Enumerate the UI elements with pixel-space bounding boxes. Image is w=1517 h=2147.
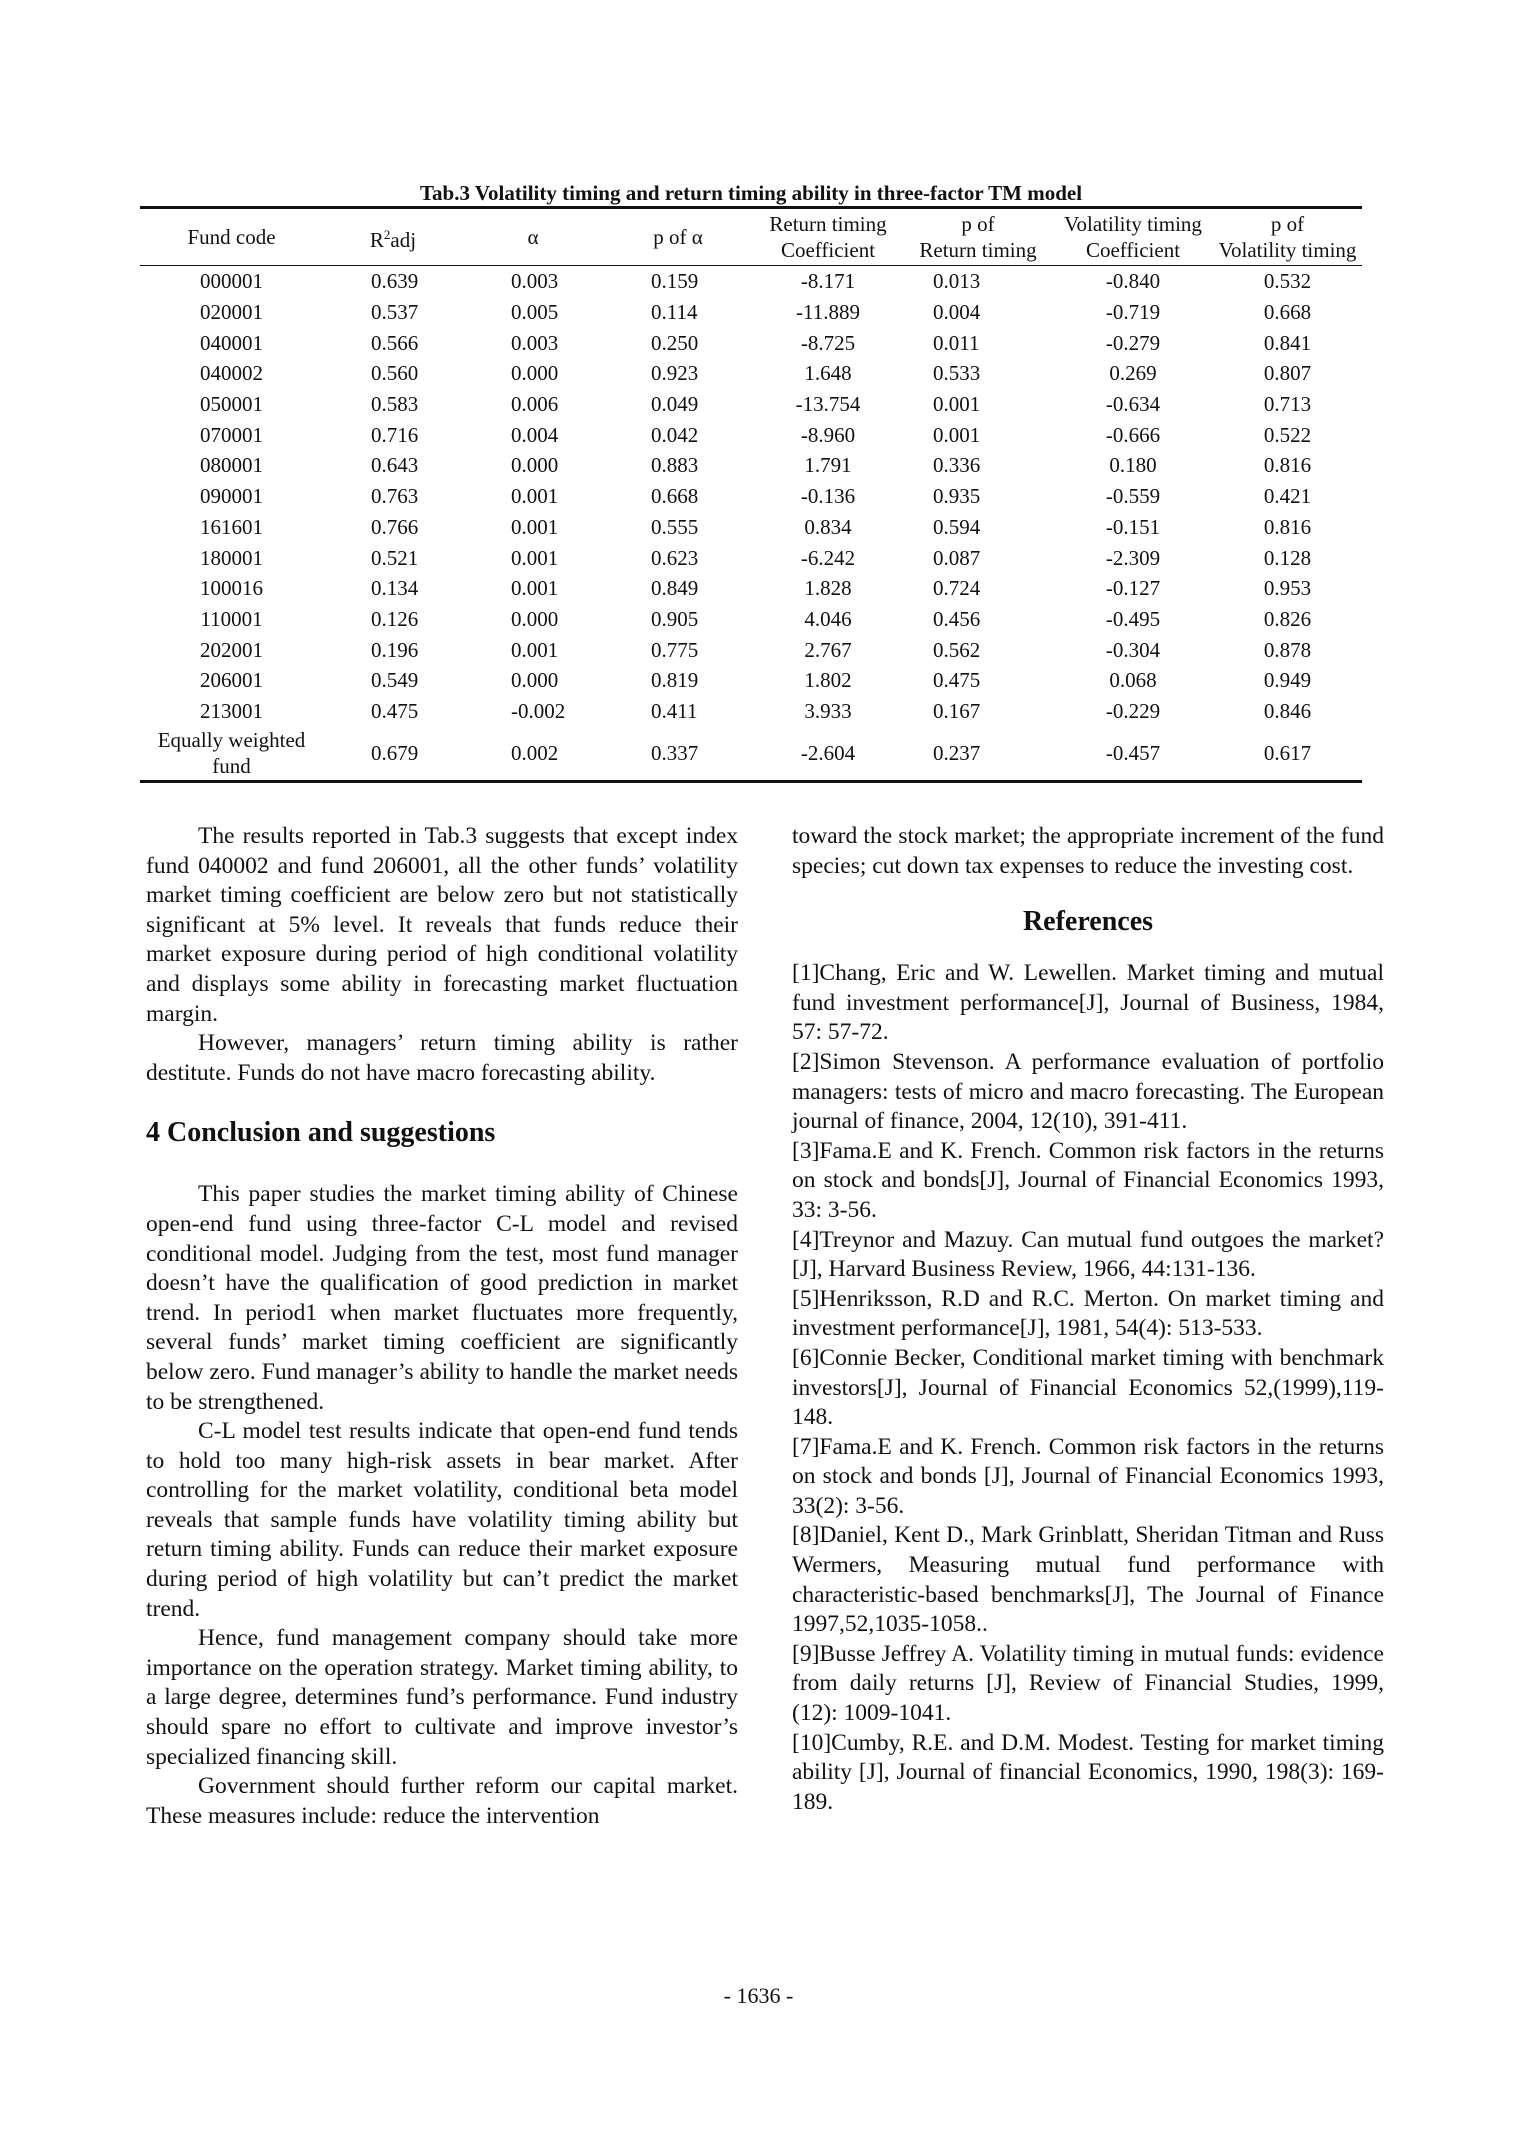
cell-return-timing: 2.767: [804, 637, 852, 662]
cell-return-timing: -8.171: [800, 269, 856, 294]
cell-alpha: 0.002: [511, 741, 559, 766]
cell-fund-code: 000001: [200, 269, 263, 294]
cell-alpha: 0.000: [511, 361, 559, 386]
cell-r2adj: 0.766: [371, 514, 419, 539]
cell-p-return-timing: 0.087: [933, 545, 981, 570]
reference-item: [6]Connie Becker, Conditional market timing with benchmark investors[J], Journal of Financial Economics 52,(1999),119-148.: [792, 1344, 1384, 1431]
table-row: [140, 696, 1362, 727]
right-column: [792, 822, 1384, 1817]
cell-p-return-timing: 0.001: [933, 422, 981, 447]
reference-item: [9]Busse Jeffrey A. Volatility timing in mutual funds: evidence from daily returns [J], Review of Financial Studies, 1999, (12): 1009-1041.: [792, 1640, 1384, 1727]
cell-alpha: 0.001: [511, 484, 559, 509]
table-row: [140, 542, 1362, 573]
cell-return-timing: -8.725: [800, 330, 856, 355]
cell-p-alpha: 0.042: [651, 422, 699, 447]
cell-return-timing: 1.802: [804, 668, 852, 693]
table-row-equally-weighted: [140, 726, 1362, 782]
reference-item: [7]Fama.E and K. French. Common risk factors in the returns on stock and bonds [J], Journal of Financial Economics 1993, 33(2): 3-56.: [792, 1433, 1384, 1519]
table-row: [140, 389, 1362, 420]
cell-fund-code: 213001: [200, 698, 263, 723]
cell-fund-code: 020001: [200, 300, 263, 325]
cell-p-return-timing: 0.001: [933, 392, 981, 417]
reference-item: [10]Cumby, R.E. and D.M. Modest. Testing for market timing ability [J], Journal of financial Economics, 1990, 198(3): 169-189.: [792, 1729, 1384, 1815]
cell-alpha: 0.001: [511, 576, 559, 601]
cell-p-volatility-timing: 0.878: [1263, 637, 1312, 662]
cell-return-timing: -6.242: [800, 545, 856, 570]
header-p-return-timing-line1: p of: [961, 212, 995, 236]
cell-alpha: -0.002: [511, 698, 566, 723]
table-row: [140, 450, 1362, 481]
header-return-timing-line1: Return timing: [769, 212, 887, 236]
cell-fund-code: 050001: [200, 392, 263, 417]
cell-volatility-timing: -0.719: [1105, 300, 1161, 325]
table-row: [140, 481, 1362, 512]
cell-p-alpha: 0.049: [651, 392, 699, 417]
header-volatility-timing: [1053, 208, 1213, 266]
table-row: [140, 358, 1362, 389]
table-row: [140, 604, 1362, 635]
cell-r2adj: 0.583: [371, 392, 419, 417]
cell-volatility-timing: -0.840: [1105, 269, 1161, 294]
cell-p-alpha: 0.849: [651, 576, 699, 601]
cell-fund-code: 070001: [200, 422, 263, 447]
cell-return-timing: -13.754: [795, 392, 861, 417]
header-p-volatility-timing-line2: Volatility timing: [1218, 238, 1357, 262]
cell-p-volatility-timing: 0.826: [1263, 606, 1312, 631]
reference-item: [4]Treynor and Mazuy. Can mutual fund outgoes the market?[J], Harvard Business Review, 1966, 44:131-136.: [792, 1226, 1384, 1283]
body-paragraph: However, managers’ return timing ability is rather destitute. Funds do not have macro forecasting ability.: [146, 1030, 738, 1086]
cell-fund-code: 110001: [200, 606, 263, 631]
cell-p-return-timing: 0.533: [933, 361, 981, 386]
reference-item: [8]Daniel, Kent D., Mark Grinblatt, Sheridan Titman and Russ Wermers, Measuring mutual fund performance with characteristic-based benchmarks[J], The Journal of Finance 1997,52,1035-1058..: [792, 1522, 1384, 1638]
cell-p-volatility-timing: 0.841: [1263, 330, 1312, 355]
cell-return-timing: -8.960: [800, 422, 856, 447]
cell-volatility-timing: -0.304: [1105, 637, 1161, 662]
cell-volatility-timing: 0.269: [1109, 361, 1157, 386]
cell-return-timing: 1.648: [804, 361, 852, 386]
header-p-return-timing: [903, 208, 1053, 266]
table-row: [140, 665, 1362, 696]
cell-p-alpha: 0.623: [651, 545, 699, 570]
cell-return-timing: -0.136: [800, 484, 856, 509]
table-row: [140, 297, 1362, 328]
cell-fund-code: 040001: [200, 330, 263, 355]
cell-alpha: 0.006: [511, 392, 559, 417]
cell-p-alpha: 0.411: [651, 698, 698, 723]
cell-fund-code: 206001: [200, 668, 263, 693]
cell-p-alpha: 0.159: [651, 269, 699, 294]
cell-p-alpha: 0.337: [651, 741, 699, 766]
cell-r2adj: 0.716: [371, 422, 419, 447]
cell-p-return-timing: 0.562: [933, 637, 981, 662]
cell-p-volatility-timing: 0.128: [1263, 545, 1312, 570]
cell-r2adj: 0.639: [371, 269, 419, 294]
cell-return-timing: 0.834: [804, 514, 852, 539]
cell-p-volatility-timing: 0.816: [1263, 453, 1312, 478]
cell-r2adj: 0.537: [371, 300, 419, 325]
section-heading: 4 Conclusion and suggestions: [146, 1117, 496, 1149]
reference-item: [5]Henriksson, R.D and R.C. Merton. On market timing and investment performance[J], 1981, 54(4): 513-533.: [792, 1285, 1384, 1342]
cell-volatility-timing: -0.151: [1105, 514, 1161, 539]
header-alpha: α: [463, 208, 603, 266]
header-fund-code: Fund code: [140, 208, 323, 266]
cell-p-volatility-timing: 0.421: [1263, 484, 1312, 509]
table-title: Tab.3 Volatility timing and return timing ability in three-factor TM model: [419, 181, 1083, 205]
table-row: [140, 327, 1362, 358]
cell-fund-code: 161601: [200, 514, 263, 539]
results-table: [140, 206, 1362, 783]
header-volatility-timing-line2: Coefficient: [1085, 238, 1181, 262]
cell-volatility-timing: -0.634: [1105, 392, 1161, 417]
cell-p-volatility-timing: 0.713: [1263, 392, 1312, 417]
cell-r2adj: 0.475: [371, 698, 419, 723]
cell-fund-code: 080001: [200, 453, 263, 478]
cell-volatility-timing: -0.559: [1105, 484, 1161, 509]
cell-return-timing: -11.889: [796, 300, 860, 325]
header-return-timing: [753, 208, 903, 266]
cell-alpha: 0.001: [511, 545, 559, 570]
page-number: - 1636 -: [723, 1983, 794, 2008]
cell-volatility-timing: -0.229: [1105, 698, 1161, 723]
cell-r2adj: 0.566: [371, 330, 419, 355]
header-r2-suffix: adj: [390, 227, 417, 252]
header-p-volatility-timing: [1213, 208, 1362, 266]
cell-volatility-timing: -0.666: [1105, 422, 1161, 447]
cell-p-volatility-timing: 0.522: [1263, 422, 1312, 447]
cell-p-volatility-timing: 0.846: [1263, 698, 1312, 723]
table-body: [140, 266, 1362, 782]
table-header-row: [140, 208, 1362, 266]
cell-p-alpha: 0.883: [651, 453, 699, 478]
cell-fund-code: 100016: [200, 576, 263, 601]
cell-p-alpha: 0.905: [651, 606, 699, 631]
table-row: [140, 266, 1362, 297]
cell-p-alpha: 0.775: [651, 637, 699, 662]
reference-list: [792, 959, 1384, 1817]
cell-p-return-timing: 0.475: [933, 668, 981, 693]
cell-p-alpha: 0.819: [651, 668, 699, 693]
cell-p-return-timing: 0.167: [933, 698, 981, 723]
body-paragraph: Government should further reform our capital market. These measures include: reduce the intervention: [146, 1773, 738, 1829]
cell-volatility-timing: -0.495: [1105, 606, 1161, 631]
cell-r2adj: 0.549: [371, 668, 419, 693]
cell-volatility-timing: 0.068: [1109, 668, 1157, 693]
cell-p-alpha: 0.923: [651, 361, 699, 386]
body-paragraph-continued: toward the stock market; the appropriate increment of the fund species; cut down tax expenses to reduce the investing cost.: [792, 823, 1384, 879]
cell-return-timing: 3.933: [804, 698, 852, 723]
cell-volatility-timing: 0.180: [1109, 453, 1157, 478]
cell-p-alpha: 0.555: [651, 514, 699, 539]
header-r2adj: [323, 208, 463, 266]
cell-p-alpha: 0.250: [651, 330, 699, 355]
cell-alpha: 0.003: [511, 269, 559, 294]
cell-return-timing: 1.791: [804, 453, 852, 478]
cell-p-alpha: 0.668: [651, 484, 699, 509]
header-p-alpha: p of α: [603, 208, 753, 266]
cell-r2adj: 0.134: [371, 576, 419, 601]
cell-alpha: 0.003: [511, 330, 559, 355]
cell-p-volatility-timing: 0.949: [1263, 668, 1312, 693]
cell-alpha: 0.001: [511, 514, 559, 539]
cell-r2adj: 0.643: [371, 453, 419, 478]
cell-p-volatility-timing: 0.668: [1263, 300, 1312, 325]
cell-alpha: 0.005: [511, 300, 559, 325]
cell-fund-label: [140, 726, 323, 782]
cell-volatility-timing: -2.309: [1105, 545, 1161, 570]
header-p-volatility-timing-line1: p of: [1270, 212, 1305, 236]
cell-p-volatility-timing: 0.807: [1263, 361, 1312, 386]
cell-p-return-timing: 0.004: [933, 300, 981, 325]
cell-fund-code: 090001: [200, 484, 263, 509]
left-column: [146, 822, 738, 1831]
cell-volatility-timing: -0.457: [1105, 741, 1161, 766]
cell-r2adj: 0.560: [371, 361, 419, 386]
cell-r2adj: 0.763: [371, 484, 419, 509]
cell-return-timing: 1.828: [804, 576, 852, 601]
cell-p-return-timing: 0.336: [933, 453, 981, 478]
cell-fund-code: 040002: [200, 361, 263, 386]
cell-fund-code: 202001: [200, 637, 263, 662]
results-table-wrapper: [140, 206, 1362, 783]
header-volatility-timing-line1: Volatility timing: [1064, 212, 1202, 236]
cell-p-return-timing: 0.724: [933, 576, 981, 601]
cell-p-return-timing: 0.594: [933, 514, 981, 539]
cell-fund-code: 180001: [200, 545, 263, 570]
equally-weighted-line2: fund: [212, 754, 251, 779]
body-paragraph: Hence, fund management company should take more importance on the operation strategy. Market timing ability, to a large degree, determines fund’s performance. Fund industry should spare no effort to cultivate and improve investor’s specialized financing skill.: [146, 1625, 738, 1770]
table-row: [140, 573, 1362, 604]
header-return-timing-line2: Coefficient: [780, 238, 876, 262]
reference-item: [2]Simon Stevenson. A performance evaluation of portfolio managers: tests of micro and macro forecasting. The European journal of finance, 2004, 12(10), 391-411.: [792, 1048, 1384, 1135]
cell-alpha: 0.000: [511, 668, 559, 693]
cell-p-alpha: 0.114: [651, 300, 698, 325]
cell-return-timing: -2.604: [800, 741, 856, 766]
body-paragraph: This paper studies the market timing ability of Chinese open-end fund using three-factor C-L model and revised conditional model. Judging from the test, most fund manager doesn’t have the qualification of good prediction in market trend. In period1 when market fluctuates more frequently, several funds’ market timing coefficient are significantly below zero. Fund manager’s ability to handle the market needs to be strengthened.: [146, 1181, 738, 1415]
cell-r2adj: 0.126: [371, 606, 419, 631]
cell-return-timing: 4.046: [804, 606, 852, 631]
references-heading: References: [1022, 906, 1154, 938]
table-row: [140, 634, 1362, 665]
cell-p-return-timing: 0.011: [933, 330, 980, 355]
cell-p-volatility-timing: 0.953: [1263, 576, 1312, 601]
header-p-return-timing-line2: Return timing: [919, 238, 1037, 262]
cell-alpha: 0.001: [511, 637, 559, 662]
equally-weighted-line1: Equally weighted: [157, 728, 306, 753]
table-row: [140, 419, 1362, 450]
cell-p-volatility-timing: 0.532: [1263, 269, 1312, 294]
reference-item: [1]Chang, Eric and W. Lewellen. Market timing and mutual fund investment performance[J], Journal of Business, 1984, 57: 57-72.: [792, 960, 1384, 1046]
header-r2-base: R: [369, 227, 384, 252]
header-r2-superscript: 2: [383, 226, 391, 242]
body-paragraph: C-L model test results indicate that open-end fund tends to hold too many high-risk assets in bear market. After controlling for the market volatility, conditional beta model reveals that sample funds have volatility timing ability but return timing ability. Funds can reduce their market exposure during period of high volatility but can’t predict the market trend.: [146, 1418, 738, 1622]
cell-volatility-timing: -0.127: [1105, 576, 1161, 601]
cell-p-volatility-timing: 0.617: [1263, 741, 1312, 766]
cell-r2adj: 0.679: [371, 741, 419, 766]
cell-p-volatility-timing: 0.816: [1263, 514, 1312, 539]
cell-r2adj: 0.196: [371, 637, 419, 662]
cell-p-return-timing: 0.237: [933, 741, 981, 766]
cell-alpha: 0.000: [511, 606, 559, 631]
cell-p-return-timing: 0.013: [933, 269, 981, 294]
body-paragraph: The results reported in Tab.3 suggests that except index fund 040002 and fund 206001, all the other funds’ volatility market timing coefficient are below zero but not statistically significant at 5% level. It reveals that funds reduce their market exposure during period of high conditional volatility and displays some ability in forecasting market fluctuation margin.: [146, 823, 738, 1027]
cell-p-return-timing: 0.456: [933, 606, 981, 631]
cell-alpha: 0.000: [511, 453, 559, 478]
cell-alpha: 0.004: [511, 422, 559, 447]
cell-volatility-timing: -0.279: [1105, 330, 1161, 355]
cell-r2adj: 0.521: [371, 545, 419, 570]
cell-p-return-timing: 0.935: [933, 484, 981, 509]
table-row: [140, 512, 1362, 543]
reference-item: [3]Fama.E and K. French. Common risk factors in the returns on stock and bonds[J], Journal of Financial Economics 1993, 33: 3-56.: [792, 1137, 1384, 1223]
